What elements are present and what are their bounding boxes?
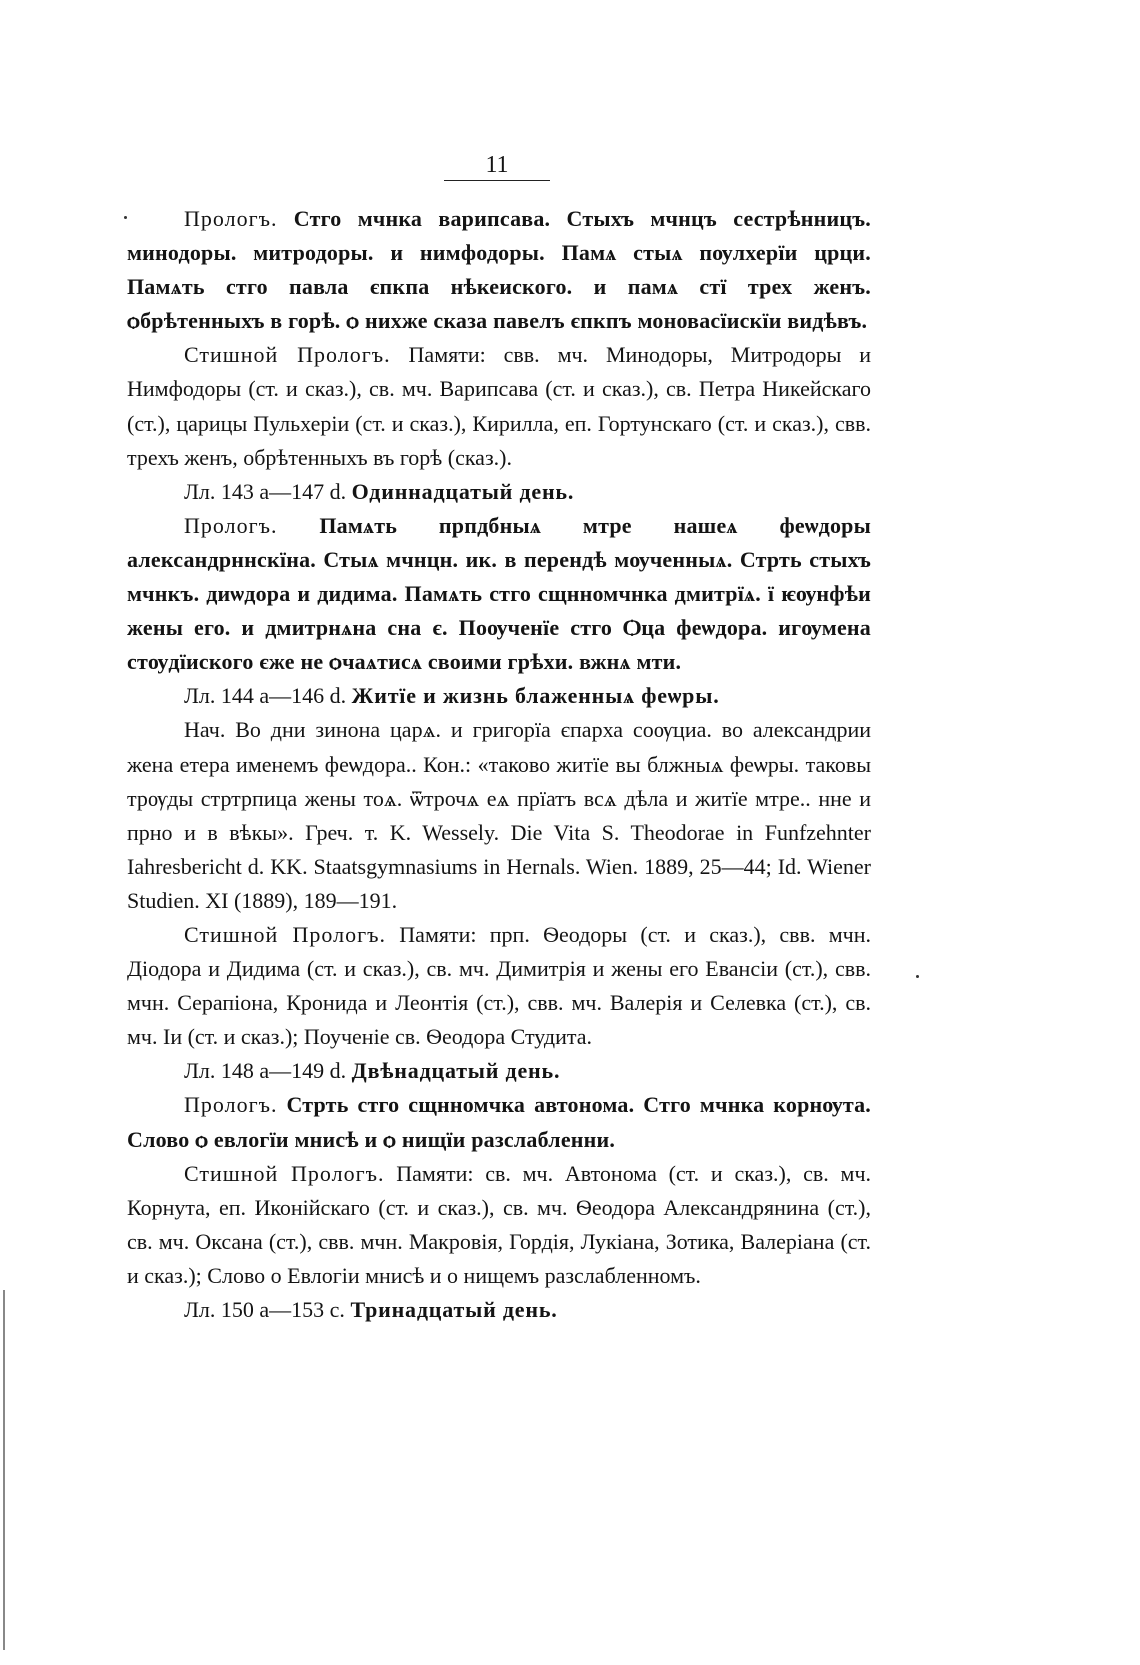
paragraph-lead: Стишной Прологъ. — [184, 1160, 385, 1186]
day-title: Двѣнадцатый день. — [351, 1058, 561, 1084]
paragraph-lead: Стишной Прологъ. — [184, 342, 391, 368]
folio-range: Лл. 144 а—146 d. — [184, 683, 347, 709]
stishnoi-prolog-paragraph — [127, 1157, 871, 1293]
folio-range: Лл. 143 а—147 d. — [184, 478, 347, 504]
paragraph-lead: Прологъ. — [184, 206, 278, 231]
day-title: Одиннадцатый день. — [351, 478, 575, 504]
stishnoi-prolog-paragraph — [127, 918, 871, 1054]
folio-range: Лл. 150 а—153 с. — [184, 1297, 345, 1322]
folio-heading — [127, 679, 871, 713]
paragraph-lead: Прологъ. — [184, 1092, 278, 1118]
prolog-paragraph — [127, 1088, 871, 1156]
scan-margin-line — [3, 1290, 5, 1650]
prolog-paragraph — [127, 509, 871, 679]
paragraph-text: Во дни зинона царѧ. и григорїа єпарха соѹциа. во александрии жена етера именемъ феѡдора.. Кон.: «таково житїе вы блжныѧ феѡры. таковы трѹды стртрпица жены тоѧ. ѿтрочѧ еѧ прїатъ всѧ дѣла и житїе мтре.. нне и прно и в вѣкы». Греч. т. K. Wessely. Die Vita S. Theodorae in Funfzehnter Iahresbericht d. KK. Staatsgymnasiums in Hernals. Wien. 1889, 25—44; Id. Wiener Studien. XI (1889), 189—191. — [127, 717, 871, 913]
scan-speck — [124, 216, 127, 219]
stishnoi-prolog-paragraph — [127, 338, 871, 474]
scan-speck — [916, 975, 919, 978]
paragraph-lead: Прологъ. — [184, 512, 278, 538]
folio-heading — [127, 1293, 871, 1327]
church-slavonic-text: Стго мчнка варипсава. Стыхъ мчнцъ сестрѣнницъ. минодоры. митродоры. и нимфодоры. Памѧ стыѧ пѹлхерїи црци. Памѧть стго павла єпкпа нѣкеиского. и памѧ стї трех женъ. ѻбрѣтенныхъ в горѣ. ѻ нихже сказа павелъ єпкпъ моновасїискїи видѣвъ. — [127, 206, 871, 334]
paragraph-lead: Нач. — [184, 717, 226, 743]
body-text — [127, 202, 871, 1327]
paragraph-text: Памяти: св. мч. Автонома (ст. и сказ.), св. мч. Корнута, еп. Иконійскаго (ст. и сказ.), св. мч. Ѳеодора Александрянина (ст.), св. мч. Оксана (ст.), свв. мчн. Макровія, Гордія, Лукіана, Зотика, Валеріана (ст. и сказ.); Слово о Евлогіи мнисѣ и о нищемъ разслабленномъ. — [127, 1160, 872, 1288]
paragraph-lead: Стишной Прологъ. — [184, 921, 387, 947]
paragraph-text: Памяти: свв. мч. Минодоры, Митродоры и Нимфодоры (ст. и сказ.), св. мч. Варипсава (ст. и сказ.), св. Петра Никейскаго (ст.), царицы Пульхеріи (ст. и сказ.), Кирилла, еп. Гортунскаго (ст. и сказ.), свв. трехъ женъ, обрѣтенныхъ въ горѣ (сказ.). — [127, 342, 872, 470]
folio-heading — [127, 475, 871, 509]
church-slavonic-text: Памѧть прпдбныѧ мтре нашеѧ феѡдоры александрннскїна. Стыѧ мчнцн. ик. в перендѣ мѹченныѧ. Стрть стыхъ мчнкъ. диѡдора и дидима. Памѧть стго сщнномчнка дмитрїѧ. ї ѥѹнфѣи жены его. и дмитрнѧна сна є. Поѹченїе стго Ѻца феѡдора. игѹмена стѹдїиского єже не ѻчаѧтисѧ своими грѣхи. вжнѧ мти. — [127, 512, 871, 675]
folio-heading — [127, 1054, 871, 1088]
church-slavonic-text: Стрть стго сщнномчка автонома. Стго мчнка корнѹта. Слово ѻ евлогїи мнисѣ и ѻ нищїи разслабленни. — [127, 1092, 872, 1152]
page-number: 11 — [444, 150, 550, 181]
incipit-paragraph — [127, 713, 871, 918]
folio-range: Лл. 148 а—149 d. — [184, 1058, 347, 1084]
prolog-paragraph — [127, 202, 871, 338]
day-title: Житїе и жизнь блаженныѧ феѡры. — [351, 683, 720, 709]
day-title: Тринадцатый день. — [350, 1297, 558, 1322]
paragraph-text: Памяти: прп. Ѳеодоры (ст. и сказ.), свв. мчн. Діодора и Дидима (ст. и сказ.), св. мч. Димитрія и жены его Евансіи (ст.), свв. мчн. Серапіона, Кронида и Леонтія (ст.), свв. мч. Валерія и Селевка (ст.), св. мч. Іи (ст. и сказ.); Поученіе св. Ѳеодора Студита. — [127, 921, 872, 1050]
